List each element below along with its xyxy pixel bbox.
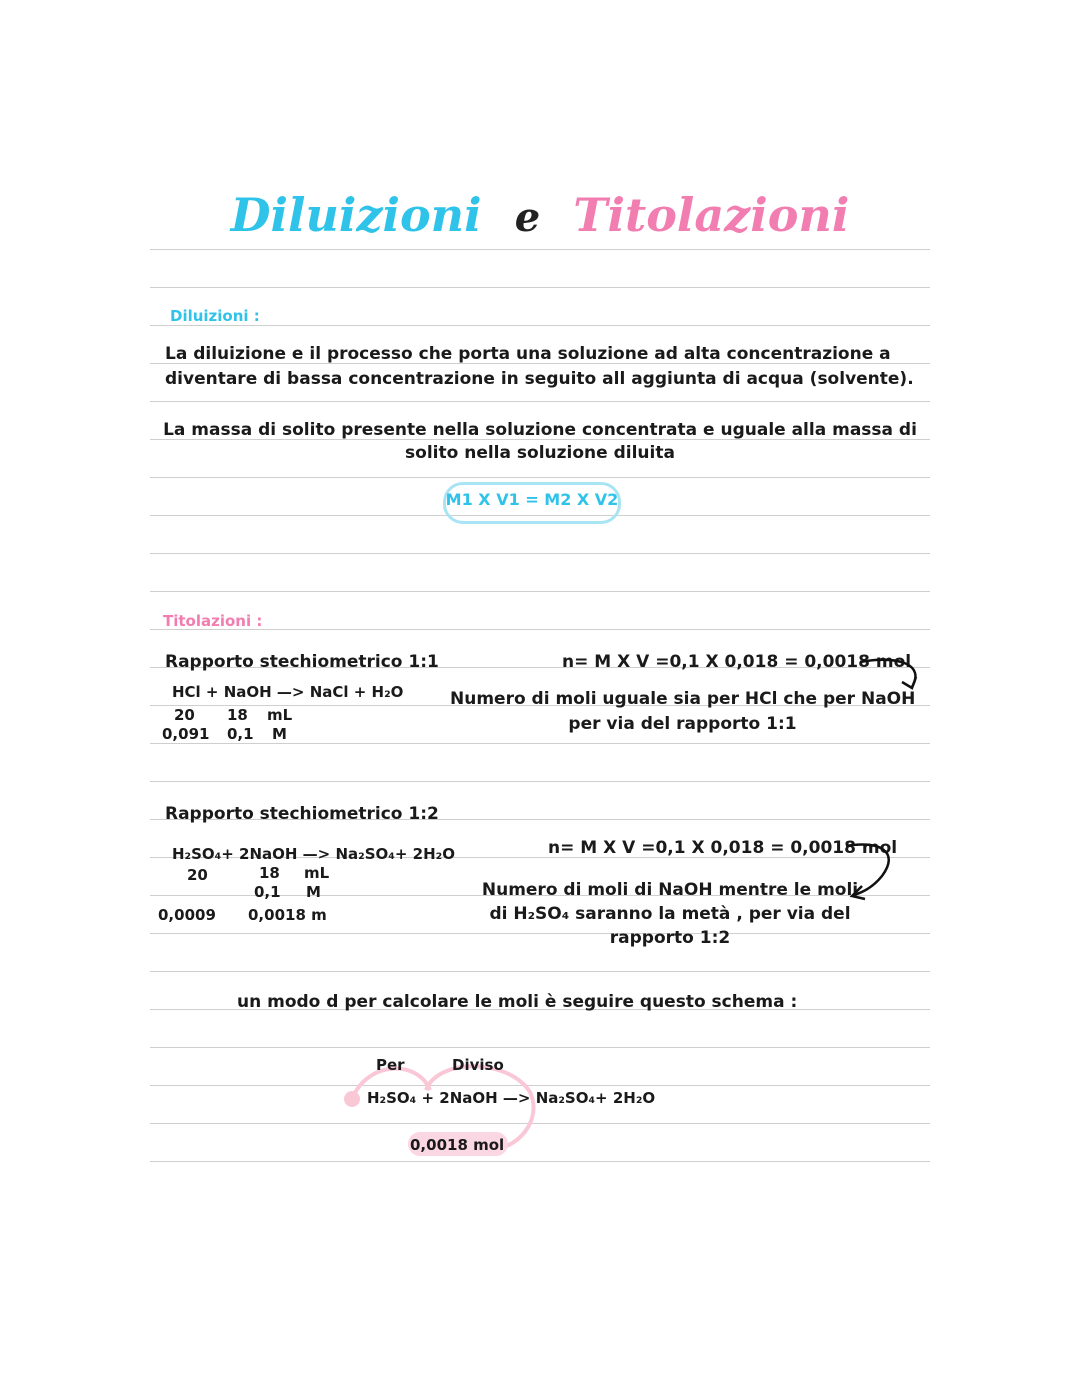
diluizioni-para2-line1: La massa di solito presente nella soluzione concentrata e uguale alla massa di	[163, 420, 917, 440]
example2-volume-naoh: 18	[259, 864, 280, 882]
example1-reaction: HCl + NaOH —> NaCl + H₂O	[172, 683, 404, 701]
example2-calc: n= M X V =0,1 X 0,018 = 0,0018 mol	[548, 838, 898, 858]
diluizioni-heading: Diluizioni :	[170, 307, 260, 325]
example2-note-line2: di H₂SO₄ saranno la metà , per via del	[489, 904, 851, 924]
example2-reaction: H₂SO₄+ 2NaOH —> Na₂SO₄+ 2H₂O	[172, 845, 455, 863]
example2-moles-h2so4: 0,0009	[158, 906, 216, 924]
diluizioni-para1-line1: La diluizione e il processo che porta una soluzione ad alta concentrazione a	[165, 344, 891, 364]
example1-volume-naoh: 18	[227, 706, 248, 724]
rule-line	[150, 1047, 930, 1048]
example2-label: Rapporto stechiometrico 1:2	[165, 804, 439, 824]
diluizioni-para2-line2: solito nella soluzione diluita	[405, 443, 675, 463]
rule-line	[150, 743, 930, 744]
example2-note-line3: rapporto 1:2	[609, 928, 731, 948]
example1-label: Rapporto stechiometrico 1:1	[165, 652, 439, 672]
curved-arrow-icon	[840, 838, 910, 903]
example1-molarity-unit: M	[272, 725, 287, 743]
example1-volume-hcl: 20	[174, 706, 195, 724]
curved-arrow-icon	[850, 655, 930, 695]
example1-volume-unit: mL	[267, 706, 293, 724]
example2-molarity-naoh: 0,1	[254, 883, 281, 901]
schema-intro: un modo d per calcolare le moli è seguire questo schema :	[237, 992, 798, 1012]
dilution-formula: M1 X V1 = M2 X V2	[445, 490, 619, 509]
rule-line	[150, 287, 930, 288]
example1-molarity-hcl: 0,091	[162, 725, 210, 743]
example2-molarity-unit: M	[306, 883, 321, 901]
title-connector: e	[514, 194, 541, 241]
example1-calc: n= M X V =0,1 X 0,018 = 0,0018 mol	[562, 652, 912, 672]
example1-note-line2: per via del rapporto 1:1	[568, 714, 797, 734]
title-titolazioni: Titolazioni	[573, 188, 850, 242]
schema-moles: 0,0018 mol	[410, 1136, 505, 1154]
rule-line	[150, 477, 930, 478]
rule-line	[150, 591, 930, 592]
rule-line	[150, 325, 930, 326]
schema-diviso-label: Diviso	[452, 1056, 504, 1074]
rule-line	[150, 781, 930, 782]
schema-per-label: Per	[376, 1056, 405, 1074]
example1-note-line1: Numero di moli uguale sia per HCl che per NaOH	[450, 689, 916, 709]
schema-reaction: H₂SO₄ + 2NaOH —> Na₂SO₄+ 2H₂O	[367, 1089, 656, 1107]
rule-line	[150, 553, 930, 554]
example1-molarity-naoh: 0,1	[227, 725, 254, 743]
example2-volume-h2so4: 20	[187, 866, 208, 884]
rule-line	[150, 401, 930, 402]
rule-line	[150, 1161, 930, 1162]
rule-line	[150, 629, 930, 630]
example2-volume-unit: mL	[304, 864, 330, 882]
diluizioni-para1-line2: diventare di bassa concentrazione in seguito all aggiunta di acqua (solvente).	[165, 369, 914, 389]
example2-note-line1: Numero di moli di NaOH mentre le moli	[481, 880, 859, 900]
titolazioni-heading: Titolazioni :	[163, 612, 263, 630]
title-diluizioni: Diluizioni	[230, 188, 482, 242]
rule-line	[150, 249, 930, 250]
example2-moles-naoh: 0,0018 m	[248, 906, 327, 924]
page-title	[0, 188, 1080, 242]
rule-line	[150, 971, 930, 972]
